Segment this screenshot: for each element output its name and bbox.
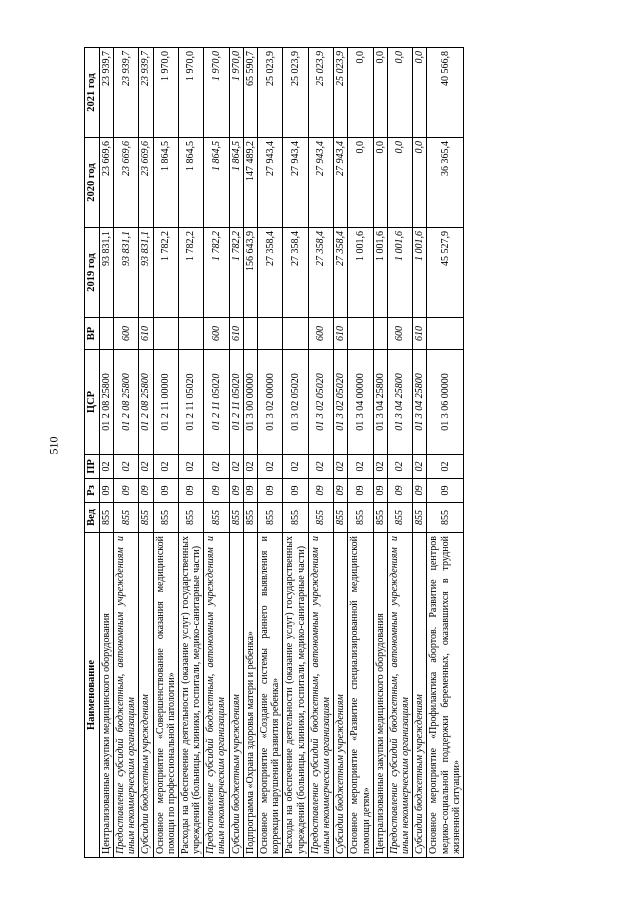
cell-y2021: 25 023,9 xyxy=(308,48,333,138)
cell-name: Предоставление субсидий бюджетным, автономным учреждениям и иным некоммерческим организациям xyxy=(387,533,412,858)
cell-ved: 855 xyxy=(139,503,153,533)
table-row xyxy=(373,48,387,858)
cell-ved: 855 xyxy=(413,503,427,533)
cell-vr: 610 xyxy=(229,318,243,350)
table-row xyxy=(427,48,464,858)
cell-y2020: 147 489,2 xyxy=(243,138,257,228)
cell-y2021: 1 970,0 xyxy=(178,48,203,138)
table-row xyxy=(243,48,257,858)
cell-y2019: 93 831,1 xyxy=(99,228,113,318)
cell-y2019: 27 358,4 xyxy=(334,228,348,318)
cell-name: Предоставление субсидий бюджетным, автономным учреждениям и иным некоммерческим организациям xyxy=(204,533,229,858)
table-row xyxy=(178,48,203,858)
cell-csr: 01 3 02 00000 xyxy=(258,350,283,455)
cell-csr: 01 3 04 25800 xyxy=(413,350,427,455)
header-2019: 2019 год xyxy=(85,228,100,318)
table-row xyxy=(139,48,153,858)
cell-y2020: 27 943,4 xyxy=(258,138,283,228)
cell-y2019: 1 001,6 xyxy=(373,228,387,318)
cell-y2019: 45 527,9 xyxy=(427,228,464,318)
cell-y2021: 25 023,9 xyxy=(283,48,308,138)
cell-name: Субсидии бюджетным учреждениям xyxy=(139,533,153,858)
table-row xyxy=(204,48,229,858)
cell-pr: 02 xyxy=(413,455,427,479)
cell-y2019: 1 782,2 xyxy=(204,228,229,318)
cell-rz: 09 xyxy=(258,479,283,503)
cell-y2019: 93 831,1 xyxy=(139,228,153,318)
cell-vr: 600 xyxy=(113,318,138,350)
cell-csr: 01 3 02 05020 xyxy=(308,350,333,455)
table-row xyxy=(413,48,427,858)
cell-ved: 855 xyxy=(308,503,333,533)
cell-vr xyxy=(178,318,203,350)
cell-name: Основное мероприятие «Совершенствование оказания медицинской помощи по профессиональной патологии» xyxy=(153,533,178,858)
cell-y2020: 27 943,4 xyxy=(308,138,333,228)
cell-vr xyxy=(243,318,257,350)
cell-csr: 01 2 11 05020 xyxy=(178,350,203,455)
cell-name: Централизованные закупки медицинского оборудования xyxy=(373,533,387,858)
cell-y2019: 1 001,6 xyxy=(387,228,412,318)
cell-y2021: 0,0 xyxy=(348,48,373,138)
cell-ved: 855 xyxy=(258,503,283,533)
cell-rz: 09 xyxy=(229,479,243,503)
cell-csr: 01 2 08 25800 xyxy=(99,350,113,455)
table-header-row xyxy=(85,48,100,858)
budget-table-container xyxy=(84,48,574,858)
cell-y2019: 156 643,9 xyxy=(243,228,257,318)
cell-name: Предоставление субсидий бюджетным, автономным учреждениям и иным некоммерческим организациям xyxy=(113,533,138,858)
cell-rz: 09 xyxy=(427,479,464,503)
table-row xyxy=(113,48,138,858)
cell-ved: 855 xyxy=(348,503,373,533)
cell-y2021: 23 939,7 xyxy=(113,48,138,138)
cell-y2020: 1 864,5 xyxy=(153,138,178,228)
cell-rz: 09 xyxy=(243,479,257,503)
cell-y2020: 23 669,6 xyxy=(139,138,153,228)
cell-csr: 01 3 04 25800 xyxy=(387,350,412,455)
table-row xyxy=(348,48,373,858)
cell-vr: 610 xyxy=(139,318,153,350)
cell-pr: 02 xyxy=(99,455,113,479)
cell-ved: 855 xyxy=(178,503,203,533)
cell-rz: 09 xyxy=(348,479,373,503)
cell-y2021: 0,0 xyxy=(413,48,427,138)
cell-y2020: 1 864,5 xyxy=(204,138,229,228)
cell-vr xyxy=(283,318,308,350)
cell-csr: 01 2 11 05020 xyxy=(229,350,243,455)
cell-name: Предоставление субсидий бюджетным, автономным учреждениям и иным некоммерческим организациям xyxy=(308,533,333,858)
cell-rz: 09 xyxy=(204,479,229,503)
cell-pr: 02 xyxy=(258,455,283,479)
cell-y2019: 1 001,6 xyxy=(348,228,373,318)
cell-vr xyxy=(373,318,387,350)
cell-y2020: 1 864,5 xyxy=(229,138,243,228)
cell-y2019: 1 001,6 xyxy=(413,228,427,318)
header-name: Наименование xyxy=(85,533,100,858)
cell-name: Субсидии бюджетным учреждениям xyxy=(413,533,427,858)
cell-rz: 09 xyxy=(283,479,308,503)
cell-y2021: 65 590,7 xyxy=(243,48,257,138)
cell-ved: 855 xyxy=(427,503,464,533)
cell-name: Субсидии бюджетным учреждениям xyxy=(334,533,348,858)
cell-y2021: 23 939,7 xyxy=(99,48,113,138)
cell-pr: 02 xyxy=(229,455,243,479)
cell-csr: 01 3 00 00000 xyxy=(243,350,257,455)
cell-pr: 02 xyxy=(387,455,412,479)
cell-vr: 600 xyxy=(204,318,229,350)
cell-ved: 855 xyxy=(113,503,138,533)
cell-pr: 02 xyxy=(427,455,464,479)
cell-y2019: 27 358,4 xyxy=(283,228,308,318)
cell-pr: 02 xyxy=(308,455,333,479)
cell-vr: 600 xyxy=(387,318,412,350)
cell-name: Расходы на обеспечение деятельности (оказание услуг) государственных учреждений (больницы, клиники, госпитали, медико-санитарные части) xyxy=(283,533,308,858)
cell-ved: 855 xyxy=(153,503,178,533)
cell-y2019: 1 782,2 xyxy=(178,228,203,318)
cell-pr: 02 xyxy=(243,455,257,479)
cell-pr: 02 xyxy=(178,455,203,479)
page-number: 510 xyxy=(46,436,61,455)
cell-rz: 09 xyxy=(387,479,412,503)
cell-rz: 09 xyxy=(153,479,178,503)
table-row xyxy=(283,48,308,858)
cell-pr: 02 xyxy=(153,455,178,479)
cell-rz: 09 xyxy=(99,479,113,503)
cell-y2021: 1 970,0 xyxy=(204,48,229,138)
table-row xyxy=(387,48,412,858)
cell-y2021: 0,0 xyxy=(373,48,387,138)
cell-name: Основное мероприятие «Создание системы раннего выявления и коррекции нарушений развития ребенка» xyxy=(258,533,283,858)
cell-y2021: 25 023,9 xyxy=(334,48,348,138)
cell-name: Расходы на обеспечение деятельности (оказание услуг) государственных учреждений (больницы, клиники, госпитали, медико-санитарные части) xyxy=(178,533,203,858)
cell-y2019: 27 358,4 xyxy=(258,228,283,318)
cell-csr: 01 3 02 05020 xyxy=(283,350,308,455)
cell-csr: 01 2 11 00000 xyxy=(153,350,178,455)
table-row xyxy=(229,48,243,858)
cell-y2021: 23 939,7 xyxy=(139,48,153,138)
budget-table xyxy=(84,47,464,858)
table-row xyxy=(334,48,348,858)
cell-y2021: 0,0 xyxy=(387,48,412,138)
cell-y2020: 23 669,6 xyxy=(113,138,138,228)
cell-rz: 09 xyxy=(113,479,138,503)
cell-csr: 01 3 04 25800 xyxy=(373,350,387,455)
cell-name: Основное мероприятие «Развитие специализированной медицинской помощи детям» xyxy=(348,533,373,858)
header-2020: 2020 год xyxy=(85,138,100,228)
cell-ved: 855 xyxy=(243,503,257,533)
cell-name: Субсидии бюджетным учреждениям xyxy=(229,533,243,858)
cell-vr xyxy=(153,318,178,350)
cell-name: Подпрограмма «Охрана здоровья матери и ребенка» xyxy=(243,533,257,858)
cell-csr: 01 2 11 05020 xyxy=(204,350,229,455)
cell-rz: 09 xyxy=(139,479,153,503)
cell-pr: 02 xyxy=(348,455,373,479)
cell-vr: 600 xyxy=(308,318,333,350)
cell-vr: 610 xyxy=(413,318,427,350)
cell-name: Основное мероприятие «Профилактика абортов. Развитие центров медико-социальной поддержки беременных, оказавшихся в трудной жизненной ситуации» xyxy=(427,533,464,858)
cell-rz: 09 xyxy=(413,479,427,503)
cell-pr: 02 xyxy=(204,455,229,479)
cell-y2020: 27 943,4 xyxy=(334,138,348,228)
header-rz: Рз xyxy=(85,479,100,503)
cell-name: Централизованные закупки медицинского оборудования xyxy=(99,533,113,858)
cell-pr: 02 xyxy=(283,455,308,479)
cell-y2021: 1 970,0 xyxy=(153,48,178,138)
cell-ved: 855 xyxy=(334,503,348,533)
cell-y2019: 1 782,2 xyxy=(153,228,178,318)
header-2021: 2021 год xyxy=(85,48,100,138)
cell-csr: 01 2 08 25800 xyxy=(139,350,153,455)
cell-vr: 610 xyxy=(334,318,348,350)
cell-y2021: 25 023,9 xyxy=(258,48,283,138)
cell-ved: 855 xyxy=(204,503,229,533)
cell-csr: 01 2 08 25800 xyxy=(113,350,138,455)
cell-csr: 01 3 04 00000 xyxy=(348,350,373,455)
cell-y2021: 40 566,8 xyxy=(427,48,464,138)
cell-pr: 02 xyxy=(334,455,348,479)
cell-ved: 855 xyxy=(373,503,387,533)
header-ved: Вед xyxy=(85,503,100,533)
cell-ved: 855 xyxy=(387,503,412,533)
cell-rz: 09 xyxy=(373,479,387,503)
cell-y2020: 0,0 xyxy=(373,138,387,228)
cell-csr: 01 3 02 05020 xyxy=(334,350,348,455)
cell-csr: 01 3 06 00000 xyxy=(427,350,464,455)
cell-y2020: 23 669,6 xyxy=(99,138,113,228)
cell-ved: 855 xyxy=(229,503,243,533)
cell-y2019: 27 358,4 xyxy=(308,228,333,318)
table-row xyxy=(99,48,113,858)
cell-pr: 02 xyxy=(139,455,153,479)
cell-pr: 02 xyxy=(373,455,387,479)
cell-y2020: 36 365,4 xyxy=(427,138,464,228)
header-vr: ВР xyxy=(85,318,100,350)
table-row xyxy=(308,48,333,858)
cell-rz: 09 xyxy=(178,479,203,503)
cell-ved: 855 xyxy=(99,503,113,533)
cell-rz: 09 xyxy=(334,479,348,503)
cell-y2021: 1 970,0 xyxy=(229,48,243,138)
cell-vr xyxy=(258,318,283,350)
cell-vr xyxy=(427,318,464,350)
cell-y2020: 1 864,5 xyxy=(178,138,203,228)
table-row xyxy=(153,48,178,858)
cell-y2020: 0,0 xyxy=(413,138,427,228)
cell-pr: 02 xyxy=(113,455,138,479)
cell-ved: 855 xyxy=(283,503,308,533)
header-pr: ПР xyxy=(85,455,100,479)
cell-y2020: 27 943,4 xyxy=(283,138,308,228)
cell-y2020: 0,0 xyxy=(348,138,373,228)
cell-rz: 09 xyxy=(308,479,333,503)
cell-y2020: 0,0 xyxy=(387,138,412,228)
header-csr: ЦСР xyxy=(85,350,100,455)
cell-vr xyxy=(99,318,113,350)
cell-y2019: 1 782,2 xyxy=(229,228,243,318)
table-row xyxy=(258,48,283,858)
cell-y2019: 93 831,1 xyxy=(113,228,138,318)
cell-vr xyxy=(348,318,373,350)
